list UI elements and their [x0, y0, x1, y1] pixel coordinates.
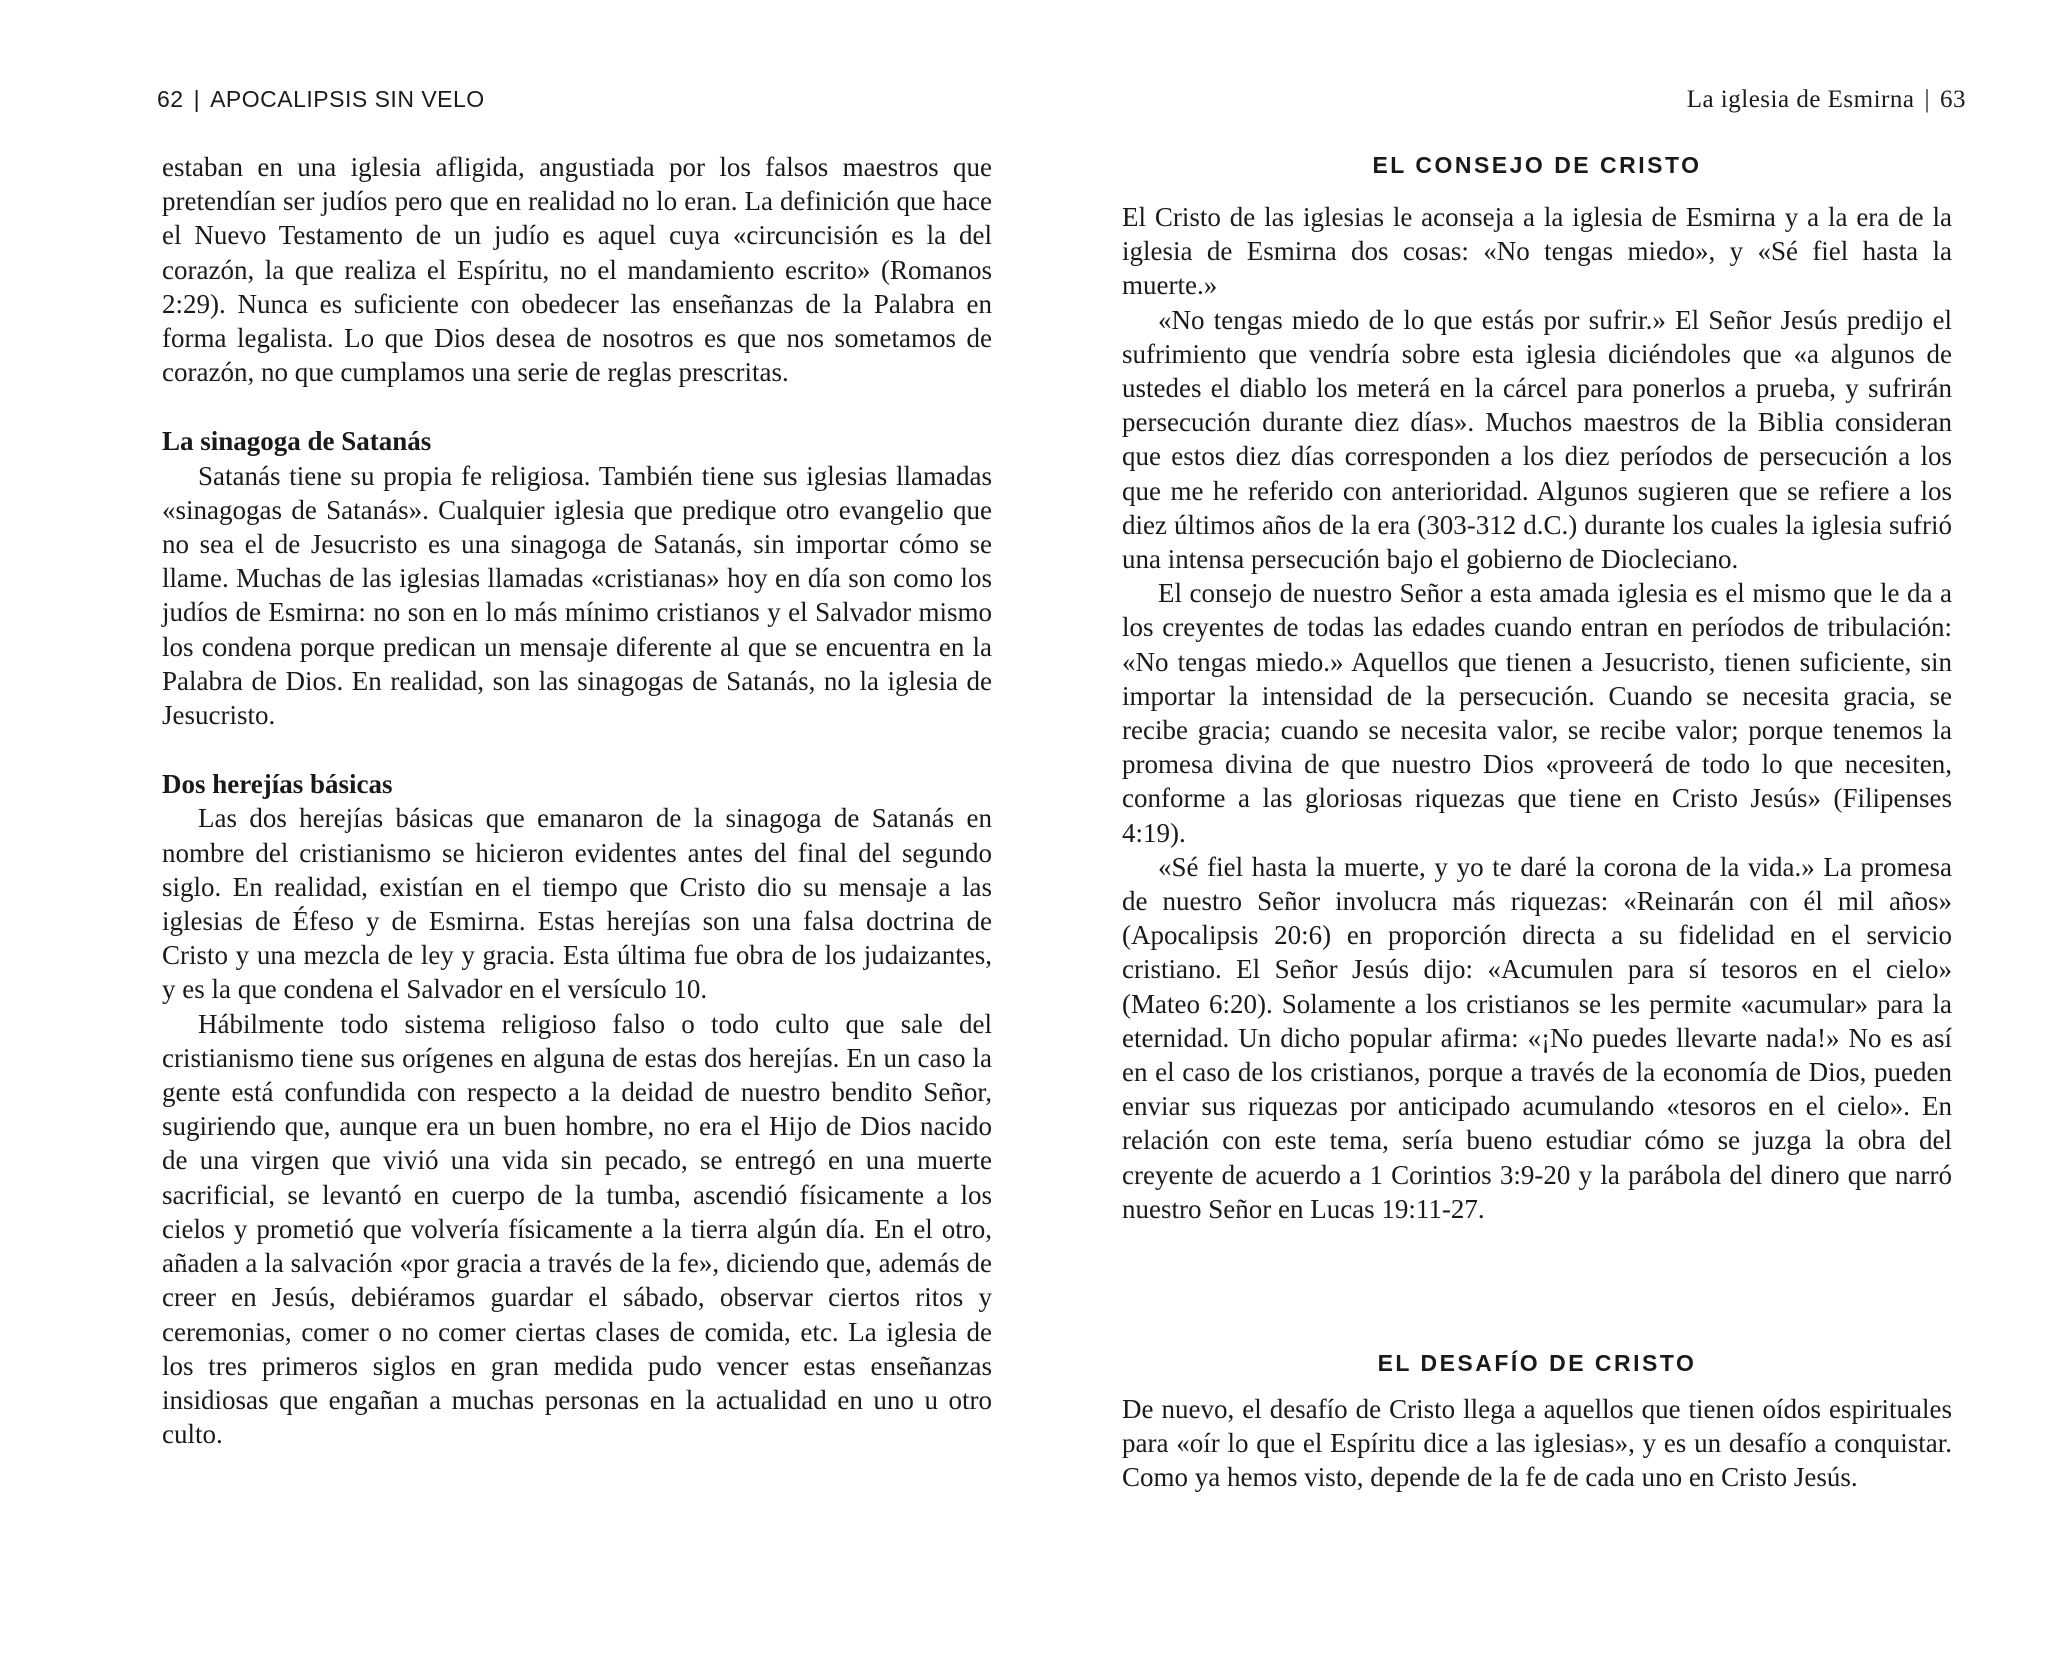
- desafio-text-column: [1122, 1392, 1952, 1495]
- right-running-header: [1687, 86, 1966, 114]
- left-page-number: 62: [157, 86, 184, 112]
- right-page: [1024, 0, 2048, 1670]
- herejias-paragraph-2: Hábilmente todo sistema religioso falso o todo culto que sale del cristianismo tiene sus orígenes en alguna de estas dos herejías. En un caso la gente está confundida con respecto a la deidad de nuestro bendito Señor, sugiriendo que, aunque era un buen hombre, no era el Hijo de Dios nacido de una virgen que vivió una vida sin pecado, se entregó en una muerte sacrificial, se levantó en cuerpo de la tumba, ascendió físicamente a los cielos y prometió que volvería físicamente a la tierra algún día. En el otro, añaden a la salvación «por gracia a través de la fe», diciendo que, además de creer en Jesús, debiéramos guardar el sábado, observar ciertos ritos y ceremonias, comer o no comer ciertas clases de comida, etc. La iglesia de los tres primeros siglos en gran medida pudo vencer estas enseñanzas insidiosas que engañan a muchas personas en la actualidad en uno u otro culto.: [162, 1008, 992, 1450]
- left-running-head: APOCALIPSIS SIN VELO: [210, 86, 485, 112]
- right-text-column: [1122, 200, 1952, 1226]
- left-running-header: [157, 86, 485, 113]
- section-title-desafio: EL DESAFÍO DE CRISTO: [1377, 1350, 1697, 1376]
- consejo-paragraph-3: El consejo de nuestro Señor a esta amada iglesia es el mismo que le da a los creyentes de todas las edades cuando entran en períodos de tribulación: «No tengas miedo.» Aquellos que tienen a Jesucristo, tienen suficiente, sin importar la intensidad de la persecución. Cuando se necesita gracia, se recibe gracia; cuando se necesita valor, se recibe valor; porque tenemos la promesa divina de que nuestro Dios «proveerá de todo lo que necesiten, conforme a las gloriosas riquezas que tiene en Cristo Jesús» (Filipenses 4:19).: [1122, 578, 1952, 848]
- right-page-number: 63: [1940, 86, 1966, 113]
- right-running-head: La iglesia de Esmirna: [1686, 86, 1915, 113]
- section-title-consejo: EL CONSEJO DE CRISTO: [1372, 152, 1702, 178]
- subhead-sinagoga: La sinagoga de Satanás: [162, 426, 432, 457]
- consejo-paragraph-2: «No tengas miedo de lo que estás por sufrir.» El Señor Jesús predijo el sufrimiento que vendría sobre esta iglesia diciéndoles que «a algunos de ustedes el diablo los meterá en la cárcel para ponerlos a prueba, y sufrirán persecución durante diez días». Muchos maestros de la Biblia consideran que estos diez días corresponden a los diez períodos de persecución a los que me he referido con anterioridad. Algunos sugieren que se refiere a los diez últimos años de la era (303-312 d.C.) durante los cuales la iglesia sufrió una intensa persecución bajo el gobierno de Diocleciano.: [1122, 304, 1952, 575]
- opening-paragraph: estaban en una iglesia afligida, angustiada por los falsos maestros que pretendían ser judíos pero que en realidad no lo eran. La definición que hace el Nuevo Testamento de un judío es aquel cuya «circuncisión es la del corazón, la que realiza el Espíritu, no el mandamiento escrito» (Romanos 2:29). Nunca es suficiente con obedecer las enseñanzas de la Palabra en forma legalista. Lo que Dios desea de nosotros es que nos sometamos de corazón, no que cumplamos una serie de reglas prescritas.: [162, 152, 992, 388]
- header-separator: |: [1924, 86, 1930, 113]
- herejias-paragraph-1: Las dos herejías básicas que emanaron de la sinagoga de Satanás en nombre del cristianismo se hicieron evidentes antes del final del segundo siglo. En realidad, existían en el tiempo que Cristo dio su mensaje a las iglesias de Éfeso y de Esmirna. Estas herejías son una falsa doctrina de Cristo y una mezcla de ley y gracia. Esta última fue obra de los judaizantes, y es la que condena el Salvador en el versículo 10.: [162, 803, 992, 1005]
- subhead-herejias: Dos herejías básicas: [162, 769, 393, 800]
- sinagoga-paragraph: Satanás tiene su propia fe religiosa. También tiene sus iglesias llamadas «sinagogas de Satanás». Cualquier iglesia que predique otro evangelio que no sea el de Jesucristo es una sinagoga de Satanás, sin importar cómo se llame. Muchas de las iglesias llamadas «cristianas» hoy en día son como los judíos de Esmirna: no son en lo más mínimo cristianos y el Salvador mismo los condena porque predican un mensaje diferente al que se encuentra en la Palabra de Dios. En realidad, son las sinagogas de Satanás, no la iglesia de Jesucristo.: [162, 460, 992, 731]
- desafio-paragraph: De nuevo, el desafío de Cristo llega a aquellos que tienen oídos espirituales para «oír lo que el Espíritu dice a las iglesias», y es un desafío a conquistar. Como ya hemos visto, depende de la fe de cada uno en Cristo Jesús.: [1122, 1394, 1952, 1493]
- left-text-column: [162, 150, 992, 1451]
- consejo-paragraph-1: El Cristo de las iglesias le aconseja a la iglesia de Esmirna y a la era de la iglesia de Esmirna dos cosas: «No tengas miedo», y «Sé fiel hasta la muerte.»: [1122, 202, 1952, 301]
- header-separator: |: [193, 86, 201, 112]
- consejo-paragraph-4: «Sé fiel hasta la muerte, y yo te daré la corona de la vida.» La promesa de nuestro Señor involucra más riquezas: «Reinarán con él mil años» (Apocalipsis 20:6) en proporción directa a su fidelidad en el servicio cristiano. El Señor Jesús dijo: «Acumulen para sí tesoros en el cielo» (Mateo 6:20). Solamente a los cristianos se les permite «acumular» para la eternidad. Un dicho popular afirma: «¡No puedes llevarte nada!» No es así en el caso de los cristianos, porque a través de la economía de Dios, pueden enviar sus riquezas por anticipado acumulando «tesoros en el cielo». En relación con este tema, sería bueno estudiar cómo se juzga la obra del creyente de acuerdo a 1 Corintios 3:9-20 y la parábola del dinero que narró nuestro Señor en Lucas 19:11-27.: [1122, 851, 1952, 1224]
